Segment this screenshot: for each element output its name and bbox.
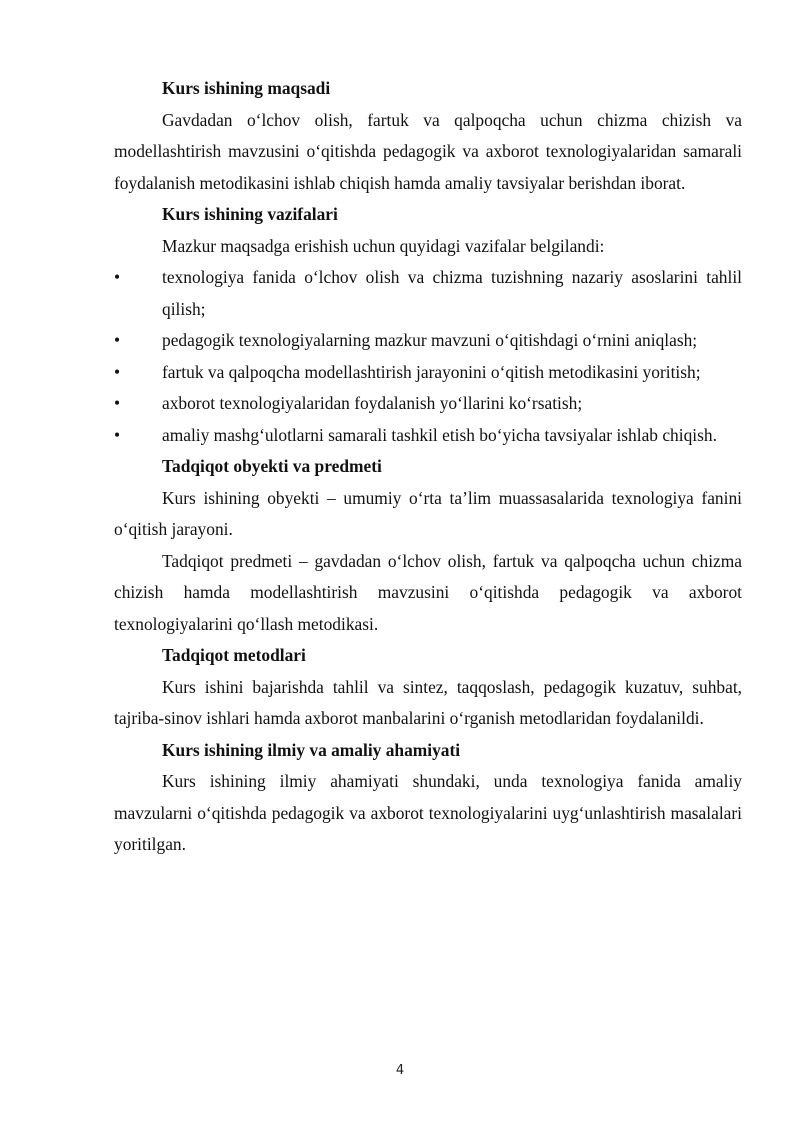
object-heading: Tadqiqot obyekti va predmeti [162,456,382,476]
bullet-icon: • [114,330,121,350]
task-text: pedagogik texnologiyalarning mazkur mavzuni o‘qitishdagi o‘rnini aniqlash; [162,330,698,350]
task-item [114,388,742,420]
methods-paragraph: Kurs ishini bajarishda tahlil va sintez, taqqoslash, pedagogik kuzatuv, suhbat, tajriba-sinov ishlari hamda axborot manbalarini o‘rganish metodlaridan foydalanildi. [114,676,742,728]
subject-paragraph: Tadqiqot predmeti – gavdadan o‘lchov olish, fartuk va qalpoqcha uchun chizma chizish hamda modellashtirish mavzusini o‘qitishda pedagogik va axborot texnologiyalarini qo‘llash metodikasi. [114,550,742,634]
bullet-icon: • [114,267,121,287]
object-paragraph: Kurs ishining obyekti – umumiy o‘rta ta’lim muassasalarida texnologiya fanini o‘qitish jarayoni. [114,487,742,539]
bullet-icon: • [114,361,121,382]
methods-heading: Tadqiqot metodlari [162,645,306,665]
page-number: 4 [395,1063,405,1078]
task-text: amaliy mashg‘ulotlarni samarali tashkil etish bo‘yicha tavsiyalar ishlab chiqish. [162,424,717,445]
task-text: texnologiya fanida o‘lchov olish va chizma tuzishning nazariy asoslarini tahlil qilish; [162,267,742,319]
goal-paragraph: Gavdadan o‘lchov olish, fartuk va qalpoqcha uchun chizma chizish va modellashtirish mavzusini o‘qitishda pedagogik va axborot texnologiyalaridan samarali foydalanish metodikasini ishlab chiqish hamda amaliy tavsiyalar berishdan iborat. [114,109,742,193]
tasks-heading: Kurs ishining vazifalari [162,204,338,224]
page-content [114,73,742,861]
task-item [114,357,742,389]
task-text: fartuk va qalpoqcha modellashtirish jarayonini o‘qitish metodikasini yoritish; [162,361,701,382]
task-text: axborot texnologiyalaridan foydalanish yo‘llarini ko‘rsatish; [162,393,583,413]
bullet-icon: • [114,393,121,413]
task-item [114,262,742,325]
task-item [114,420,742,452]
significance-paragraph: Kurs ishining ilmiy ahamiyati shundaki, unda texnologiya fanida amaliy mavzularni o‘qitishda pedagogik va axborot texnologiyalarini uyg‘unlashtirish masalalari yoritilgan. [114,771,742,854]
tasks-intro: Mazkur maqsadga erishish uchun quyidagi vazifalar belgilandi: [162,235,605,256]
goal-heading: Kurs ishining maqsadi [162,78,331,98]
significance-heading: Kurs ishining ilmiy va amaliy ahamiyati [162,739,461,760]
task-item [114,325,742,357]
bullet-icon: • [114,424,121,445]
